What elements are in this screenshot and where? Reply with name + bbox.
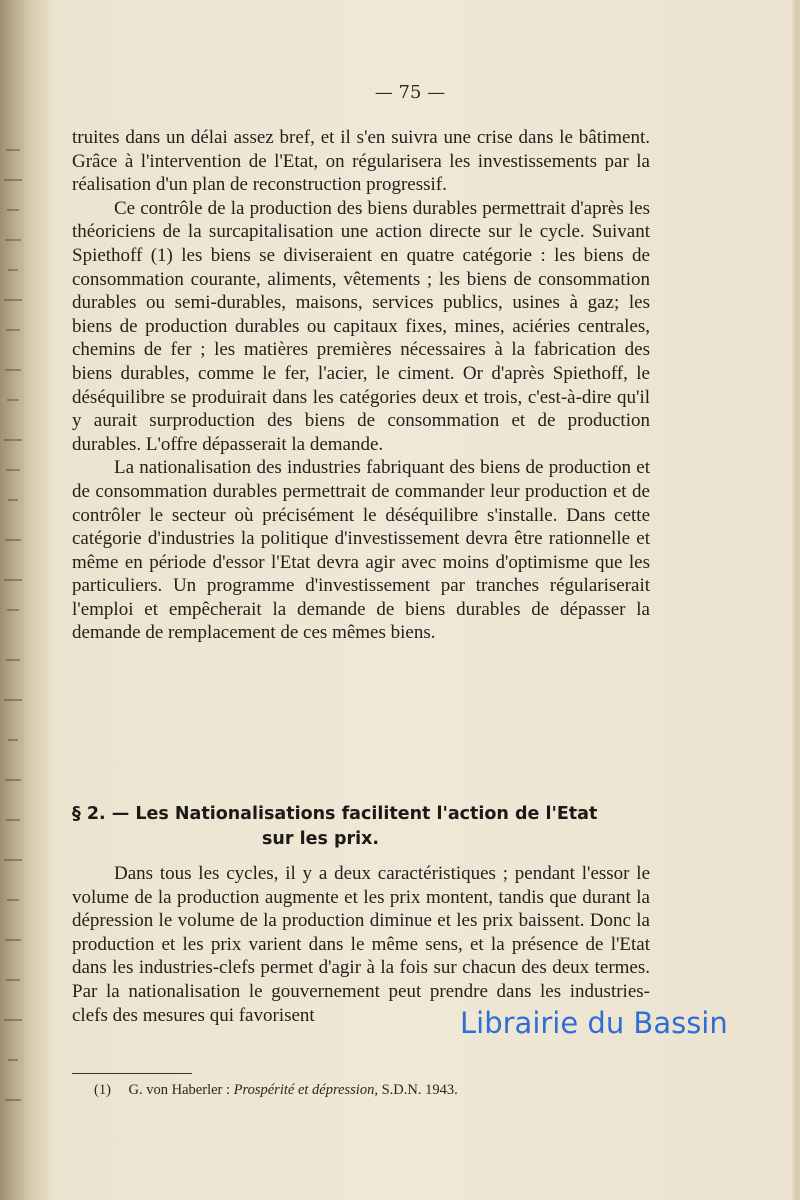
paragraph: Ce contrôle de la production des biens durables permettrait d'après les théoriciens de la surcapitalisation une action directe sur le cycle. Suivant Spiethoff (1) les biens se diviseraient en quatre catégorie : les biens de consommation courante, aliments, vêtements ; les biens de consommation durables ou semi-durables, maisons, services publics, usines à gaz; les biens de production durables ou capitaux fixes, mines, aciéries centrales, chemins de fer ; les matières premières nécessaires à la fabrication des biens durables, comme le fer, l'acier, le ciment. Or d'après Spiethoff, le déséquilibre se produirait dans les catégories deux et trois, c'est-à-dire qu'il y aurait surproduction des biens de consommation et de production durables. L'offre dépasserait la demande.: [72, 197, 650, 455]
page-edge-shadow: [790, 0, 796, 1200]
section-heading: [72, 802, 650, 852]
section-heading-line-2: sur les prix.: [262, 829, 380, 849]
footnote-publisher: S.D.N. 1943.: [381, 1082, 458, 1098]
adjacent-page-scribbles: [2, 140, 26, 1140]
watermark-text: Librairie du Bassin: [460, 1006, 728, 1040]
section-text-block: [72, 862, 650, 1027]
footnote-title: Prospérité et dépression,: [233, 1082, 378, 1098]
footnote-author: G. von Haberler :: [128, 1082, 231, 1098]
footnote: [94, 1082, 634, 1099]
book-page: [24, 0, 796, 1200]
paragraph: Dans tous les cycles, il y a deux caractéristiques ; pendant l'essor le volume de la production augmente et les prix montent, tandis que durant la dépression le volume de la production diminue et les prix baissent. Donc la production et les prix varient dans le même sens, et la présence de l'Etat dans les industries-clefs permet d'agir à la fois sur chacun des deux termes. Par la nationalisation le gouvernement peut prendre dans les industries-clefs des mesures qui favorisent: [72, 863, 650, 1026]
adjacent-page-fragments: [2, 140, 26, 1140]
page-number: — 75 —: [374, 82, 446, 103]
main-text-block: [72, 126, 650, 645]
footnote-ref: (1): [94, 1082, 111, 1098]
footnote-rule: [72, 1073, 192, 1074]
paragraph: La nationalisation des industries fabriquant des biens de production et de consommation durables permettrait de commander leur production et de contrôler le secteur où précisément le déséquilibre s'installe. Dans cette catégorie d'industries la politique d'investissement devra être rationnelle et même en période d'essor l'Etat devra agir avec moins d'optimisme que les particuliers. Un programme d'investissement par tranches régulariserait l'emploi et empêcherait la demande de biens durables de dépasser la demande de remplacement de ces mêmes biens.: [72, 457, 650, 644]
section-heading-line-1: § 2. — Les Nationalisations facilitent l'action de l'Etat: [72, 804, 598, 824]
paragraph: truites dans un délai assez bref, et il s'en suivra une crise dans le bâtiment. Grâce à l'intervention de l'Etat, on régularisera les investissements par la réalisation d'un plan de reconstruction progressif.: [72, 127, 650, 196]
